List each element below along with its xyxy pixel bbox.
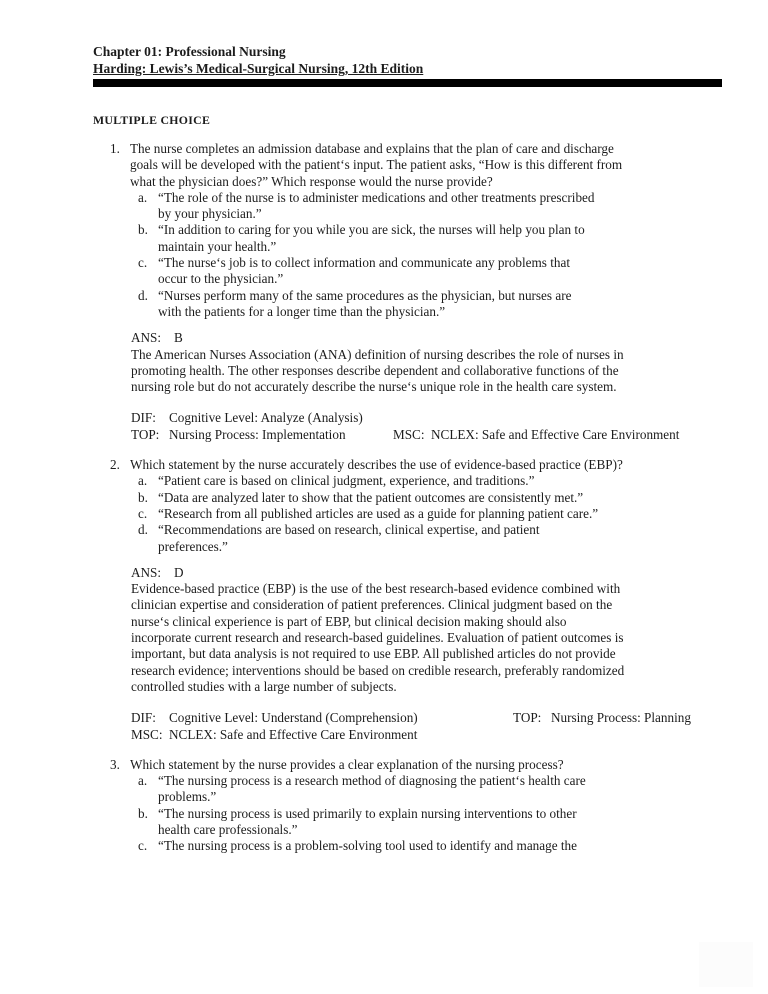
option-line: health care professionals.”: [158, 821, 298, 837]
option-line: “The nursing process is used primarily to explain nursing interventions to other: [158, 805, 577, 821]
option-line: preferences.”: [158, 538, 228, 554]
meta-block: [131, 710, 753, 743]
option-line: “In addition to caring for you while you are sick, the nurses will help you plan to: [158, 222, 585, 238]
rationale-line: important, but data analysis is not required to use EBP. All published articles do not provide: [131, 646, 616, 662]
question-1: [93, 141, 753, 443]
scan-artifact: [699, 942, 753, 987]
book-title: Harding: Lewis’s Medical-Surgical Nursing, 12th Edition: [93, 61, 424, 76]
option-line: “Research from all published articles are used as a guide for planning patient care.”: [158, 505, 599, 521]
answer-label: ANS:: [131, 330, 162, 346]
rationale-line: nurse‘s clinical experience is part of EBP, but clinical decision making should also: [131, 613, 567, 629]
option-line: “Nurses perform many of the same procedures as the physician, but nurses are: [158, 287, 572, 303]
option-line: “Patient care is based on clinical judgment, experience, and traditions.”: [158, 473, 535, 489]
top-value: Nursing Process: Implementation: [169, 426, 346, 442]
option-letter: a.: [138, 473, 148, 489]
question-number: 1.: [110, 141, 120, 156]
option-letter: a.: [138, 773, 148, 789]
meta-row-dif-top: [131, 710, 753, 726]
option-line: “The role of the nurse is to administer medications and other treatments prescribed: [158, 189, 595, 205]
option-line: occur to the physician.”: [158, 271, 284, 287]
dif-label: DIF:: [131, 710, 156, 726]
option-d: [93, 288, 753, 321]
question-2: [93, 457, 753, 743]
option-letter: b.: [138, 489, 148, 505]
option-line: “The nursing process is a research method of diagnosing the patient‘s health care: [158, 773, 586, 789]
header-rule: [93, 79, 722, 87]
option-a: [93, 190, 753, 223]
question-number: 3.: [110, 756, 120, 772]
question-stem: [93, 457, 753, 473]
rationale-line: incorporate current research and research-based guidelines. Evaluation of patient outcomes is: [131, 630, 624, 646]
option-letter: c.: [138, 838, 148, 854]
msc-label: MSC:: [393, 426, 425, 442]
meta-row-dif: [131, 410, 753, 426]
option-letter: b.: [138, 222, 148, 238]
option-letter: d.: [138, 522, 148, 538]
page-content: [93, 43, 753, 855]
option-line: by your physician.”: [158, 206, 262, 222]
top-value: Nursing Process: Planning: [551, 710, 691, 726]
answer-value: B: [174, 330, 183, 346]
answer-line: [131, 330, 753, 346]
option-letter: a.: [138, 189, 148, 205]
option-line: “The nursing process is a problem-solving tool used to identify and manage the: [158, 838, 577, 854]
meta-row-top-msc: [131, 427, 753, 443]
option-letter: c.: [138, 505, 148, 521]
rationale-line: promoting health. The other responses describe dependent and collaborative functions of the: [131, 362, 619, 378]
meta-block: [131, 410, 753, 443]
option-a: [93, 473, 753, 489]
stem-line: what the physician does?” Which response would the nurse provide?: [130, 173, 493, 189]
stem-line: The nurse completes an admission database and explains that the plan of care and discharge: [130, 141, 614, 156]
question-stem: [93, 141, 753, 190]
option-line: with the patients for a longer time than the physician.”: [158, 303, 446, 319]
section-title: MULTIPLE CHOICE: [93, 113, 211, 127]
option-line: “Recommendations are based on research, clinical expertise, and patient: [158, 522, 540, 538]
rationale-line: controlled studies with a large number of subjects.: [131, 678, 397, 694]
question-3: [93, 757, 753, 855]
option-c: [93, 255, 753, 288]
meta-row-msc: [131, 727, 753, 743]
option-letter: c.: [138, 255, 148, 271]
answer-label: ANS:: [131, 564, 162, 580]
question-stem: [93, 757, 753, 773]
chapter-title: Chapter 01: Professional Nursing: [93, 44, 286, 59]
option-letter: b.: [138, 805, 148, 821]
dif-value: Cognitive Level: Understand (Comprehension): [169, 710, 418, 726]
answer-block: [131, 330, 753, 395]
top-label: TOP:: [131, 426, 160, 442]
rationale-line: The American Nurses Association (ANA) definition of nursing describes the role of nurses in: [131, 346, 624, 362]
msc-value: NCLEX: Safe and Effective Care Environment: [169, 726, 418, 742]
rationale-line: clinician expertise and consideration of patient preferences. Clinical judgment based on the: [131, 597, 613, 613]
option-line: “The nurse‘s job is to collect information and communicate any problems that: [158, 255, 570, 271]
stem-line: Which statement by the nurse accurately describes the use of evidence-based practice (EBP)?: [130, 457, 623, 473]
msc-label: MSC:: [131, 726, 163, 742]
option-b: [93, 222, 753, 255]
question-number: 2.: [110, 457, 120, 473]
stem-line: Which statement by the nurse provides a clear explanation of the nursing process?: [130, 756, 564, 772]
rationale-line: nursing role but do not accurately describe the nurse‘s unique role in the health care system.: [131, 379, 617, 395]
option-d: [93, 522, 753, 555]
msc-value: NCLEX: Safe and Effective Care Environment: [431, 426, 680, 442]
rationale-line: Evidence-based practice (EBP) is the use of the best research-based evidence combined with: [131, 581, 621, 597]
dif-value: Cognitive Level: Analyze (Analysis): [169, 410, 363, 426]
answer-value: D: [174, 564, 184, 580]
stem-line: goals will be developed with the patient‘s input. The patient asks, “How is this different from: [130, 157, 623, 173]
option-b: [93, 490, 753, 506]
option-letter: d.: [138, 287, 148, 303]
option-c: [93, 838, 753, 854]
rationale-line: research evidence; interventions should be based on credible research, preferably randomized: [131, 662, 625, 678]
dif-label: DIF:: [131, 410, 156, 426]
answer-block: [131, 565, 753, 695]
answer-line: [131, 565, 753, 581]
option-c: [93, 506, 753, 522]
document-header: [93, 43, 753, 87]
option-b: [93, 806, 753, 839]
option-a: [93, 773, 753, 806]
option-line: problems.”: [158, 789, 217, 805]
top-label: TOP:: [513, 710, 542, 726]
option-line: maintain your health.”: [158, 238, 277, 254]
option-line: “Data are analyzed later to show that the patient outcomes are consistently met.”: [158, 489, 584, 505]
